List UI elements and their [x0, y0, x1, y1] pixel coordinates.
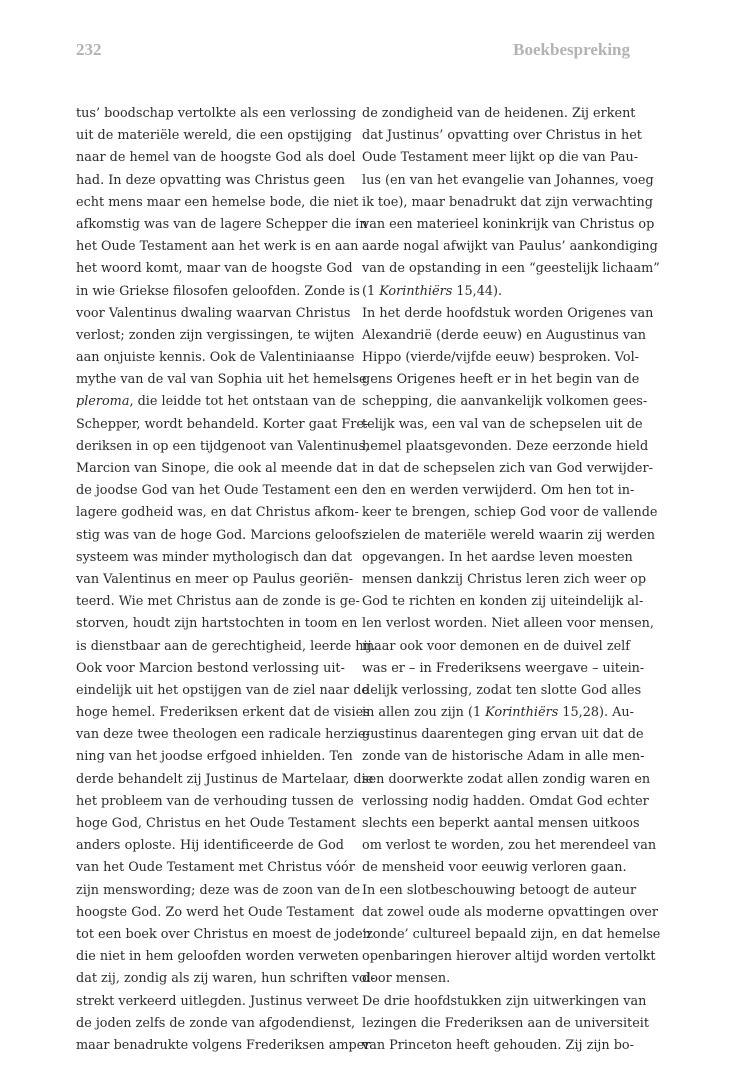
text-segment: de mensheid voor eeuwig verloren gaan. [362, 860, 627, 876]
text-segment: in dat de schepselen zich van God verwijder- [362, 461, 653, 476]
text-segment: anders oploste. Hij identificeerde de God [76, 838, 344, 854]
text-line [362, 525, 656, 547]
text-segment: hemel plaatsgevonden. Deze eerzonde hield [362, 438, 649, 454]
text-segment: dat Justinus’ opvatting over Christus in het [362, 128, 642, 144]
text-line [76, 502, 359, 524]
text-segment: de joden zelfs de zonde van afgodendienst, [76, 1015, 356, 1031]
text-segment: In een slotbeschouwing betoogt de auteur [362, 882, 637, 898]
text-line [362, 1013, 649, 1035]
text-line [362, 680, 642, 702]
text-line [76, 369, 367, 391]
text-line [362, 702, 634, 724]
text-line [76, 1013, 356, 1035]
text-segment: derde behandelt zij Justinus de Martelaar, die [76, 771, 374, 787]
text-segment: storven, houdt zijn hartstochten in toom en [76, 616, 358, 632]
text-line [362, 636, 630, 658]
text-line [76, 436, 370, 458]
text-segment: de joodse God van het Oude Testament een [76, 483, 358, 499]
text-line [76, 880, 361, 902]
text-line [362, 813, 640, 835]
text-line [362, 214, 655, 236]
text-segment: echt mens maar een hemelse bode, die niet [76, 194, 359, 210]
text-segment: hoge hemel. Frederiksen erkent dat de visies [76, 705, 370, 721]
text-line [76, 946, 359, 968]
text-segment: van Valentinus en meer op Paulus georiën- [76, 571, 354, 587]
text-line [362, 258, 660, 280]
page-number: 232 [76, 40, 102, 59]
text-segment: voor Valentinus dwaling waarvan Christus [76, 305, 351, 321]
text-segment: len verlost worden. Niet alleen voor mensen, [362, 616, 654, 632]
text-segment: de zondigheid van de heidenen. Zij erkent [362, 106, 636, 121]
text-segment: zonde van de historische Adam in alle men- [362, 749, 645, 765]
text-line [362, 791, 649, 813]
text-segment: in wie Griekse filosofen geloofden. Zonde is [76, 283, 360, 299]
text-segment: strekt verkeerd uitlegden. Justinus verweet [76, 993, 359, 1009]
text-line [76, 1035, 371, 1057]
text-line [362, 236, 658, 258]
text-line [362, 769, 651, 791]
text-line [76, 214, 368, 236]
text-segment: was er – in Frederiksens weergave – uitein- [362, 660, 645, 676]
text-segment: om verlost te worden, zou het merendeel van [362, 838, 657, 854]
text-line [76, 170, 344, 192]
text-segment: Oude Testament meer lijkt op die van Pau- [362, 150, 639, 166]
text-segment: keer te brengen, schiep God voor de vallende [362, 505, 658, 521]
text-line [362, 968, 630, 990]
text-line [362, 991, 647, 1013]
text-segment: maar ook voor demonen en de duivel zelf [362, 638, 630, 654]
running-header [76, 40, 630, 62]
text-segment: telijk was, een val van de schepselen uit de [362, 416, 643, 432]
text-line [362, 147, 639, 169]
text-segment: aan onjuiste kennis. Ook de Valentiniaanse [76, 350, 355, 366]
text-segment: is dienstbaar aan de gerechtigheid, leerde hij. [76, 638, 376, 654]
text-segment: mythe van de val van Sophia uit het hemelse [76, 372, 367, 388]
text-line [76, 658, 344, 680]
text-line [76, 968, 376, 990]
text-segment: ‘zonde’ cultureel bepaald zijn, en dat hemelse [362, 926, 661, 942]
text-segment: Hippo (vierde/vijfde eeuw) besproken. Vol- [362, 350, 639, 366]
text-line [76, 391, 356, 413]
text-segment: Alexandrië (derde eeuw) en Augustinus van [362, 327, 646, 343]
left-text-column [76, 103, 376, 1057]
text-segment: verlossing nodig hadden. Omdat God echter [362, 793, 649, 809]
text-segment: naar de hemel van de hoogste God als doel [76, 150, 356, 166]
text-line [76, 636, 376, 658]
text-line [362, 281, 630, 303]
text-segment: Schepper, wordt behandeld. Korter gaat Fre- [76, 416, 369, 432]
text-line [76, 236, 359, 258]
text-segment: schepping, die aanvankelijk volkomen gees- [362, 394, 648, 410]
text-line [362, 103, 636, 125]
text-segment: slechts een beperkt aantal mensen uitkoos [362, 816, 640, 831]
text-segment: het woord komt, maar van de hoogste God [76, 261, 353, 277]
text-segment: Ook voor Marcion bestond verlossing uit- [76, 660, 345, 676]
text-line [362, 303, 654, 325]
text-segment: deriksen in op een tijdgenoot van Valentinus, [76, 438, 370, 454]
text-segment: ning van het joodse erfgoed inhielden. Ten [76, 749, 353, 765]
text-line [362, 902, 658, 924]
text-line [362, 502, 658, 524]
text-segment: dat zij, zondig als zij waren, hun schriften vol- [76, 971, 376, 987]
text-line [362, 857, 630, 879]
text-line [76, 414, 369, 436]
text-line [76, 857, 355, 879]
text-line [76, 791, 354, 813]
italic-term: Korinthiërs [485, 705, 559, 721]
text-line [76, 125, 352, 147]
text-line [362, 613, 654, 635]
text-segment: 15,44). [452, 283, 503, 299]
text-line [362, 480, 635, 502]
text-line [76, 835, 344, 857]
text-segment: tus’ boodschap vertolkte als een verlossing [76, 106, 357, 121]
text-segment: lus (en van het evangelie van Johannes, voeg [362, 172, 654, 188]
text-segment: van de opstanding in een “geestelijk lichaam” [362, 261, 660, 277]
running-title: Boekbespreking [513, 40, 630, 59]
text-segment: stig was van de hoge God. Marcions geloofs- [76, 527, 366, 543]
text-line [76, 769, 374, 791]
text-line [76, 192, 359, 214]
text-line [76, 480, 358, 502]
text-segment: Marcion van Sinope, die ook al meende dat [76, 461, 358, 476]
text-line [76, 591, 360, 613]
text-line [362, 125, 642, 147]
text-line [76, 103, 357, 125]
text-segment: lezingen die Frederiksen aan de universiteit [362, 1015, 649, 1031]
text-segment: teerd. Wie met Christus aan de zonde is ge- [76, 594, 360, 610]
text-segment: den en werden verwijderd. Om hen tot in- [362, 483, 635, 499]
text-line [362, 547, 633, 569]
text-segment: tot een boek over Christus en moest de joden [76, 926, 371, 942]
text-segment: het probleem van de verhouding tussen de [76, 793, 354, 809]
text-segment: aarde nogal afwijkt van Paulus’ aankondiging [362, 239, 658, 255]
text-line [76, 569, 354, 591]
text-line [76, 547, 353, 569]
italic-term: pleroma [76, 394, 130, 410]
text-segment: eindelijk uit het opstijgen van de ziel naar de [76, 682, 369, 698]
text-line [76, 303, 351, 325]
text-line [76, 458, 358, 480]
text-segment: uit de materiële wereld, die een opstijging [76, 128, 352, 144]
text-segment: De drie hoofdstukken zijn uitwerkingen van [362, 993, 647, 1009]
text-line [362, 746, 645, 768]
text-line [76, 991, 359, 1013]
text-segment: had. In deze opvatting was Christus geen [76, 172, 345, 188]
text-line [362, 436, 649, 458]
text-line [362, 724, 644, 746]
text-line [362, 347, 639, 369]
text-line [362, 569, 647, 591]
italic-term: Korinthiërs [379, 283, 453, 299]
text-segment: van het Oude Testament met Christus vóór [76, 860, 355, 876]
text-line [76, 525, 366, 547]
text-line [362, 414, 643, 436]
text-segment: opgevangen. In het aardse leven moesten [362, 549, 633, 565]
text-segment: zielen de materiële wereld waarin zij werden [362, 527, 656, 543]
text-line [362, 1035, 634, 1057]
text-segment: van deze twee theologen een radicale herzie- [76, 727, 370, 743]
text-line [76, 147, 356, 169]
text-segment: gustinus daarentegen ging ervan uit dat de [362, 727, 644, 743]
text-line [76, 746, 353, 768]
text-line [362, 325, 646, 347]
text-line [362, 924, 661, 946]
text-segment: zijn menswording; deze was de zoon van de [76, 882, 361, 898]
text-line [362, 192, 653, 214]
text-segment: gens Origenes heeft er in het begin van de [362, 372, 640, 388]
text-segment: door mensen. [362, 971, 451, 987]
text-line [76, 258, 353, 280]
text-segment: , die leidde tot het ontstaan van de [129, 394, 356, 410]
text-segment: openbaringen hierover altijd worden vertolkt [362, 949, 656, 965]
text-segment: mensen dankzij Christus leren zich weer op [362, 571, 647, 587]
text-segment: sen doorwerkte zodat allen zondig waren en [362, 771, 651, 787]
right-text-column [362, 103, 661, 1057]
text-segment: van een materieel koninkrijk van Christus op [362, 216, 655, 232]
text-segment: hoogste God. Zo werd het Oude Testament [76, 904, 355, 920]
text-line [76, 281, 360, 303]
text-segment: verlost; zonden zijn vergissingen, te wijten [76, 327, 355, 343]
text-line [76, 924, 371, 946]
text-line [76, 813, 356, 835]
text-segment: die niet in hem geloofden worden verweten [76, 949, 359, 965]
text-segment: van Princeton heeft gehouden. Zij zijn bo- [362, 1037, 634, 1053]
text-line [76, 347, 355, 369]
text-line [76, 325, 355, 347]
text-segment: ik toe), maar benadrukt dat zijn verwachting [362, 194, 653, 210]
text-line [76, 902, 355, 924]
text-line [362, 835, 657, 857]
text-segment: (1 [362, 283, 380, 299]
text-line [76, 702, 370, 724]
text-line [362, 170, 654, 192]
text-line [362, 658, 645, 680]
text-segment: 15,28). Au- [558, 705, 634, 721]
text-segment: hoge God, Christus en het Oude Testament [76, 816, 356, 831]
text-line [362, 458, 653, 480]
text-line [76, 680, 369, 702]
text-segment: dat zowel oude als moderne opvattingen over [362, 904, 658, 920]
text-line [362, 369, 640, 391]
text-line [362, 391, 648, 413]
text-segment: maar benadrukte volgens Frederiksen amper [76, 1037, 371, 1053]
text-segment: delijk verlossing, zodat ten slotte God alles [362, 682, 642, 698]
text-line [362, 880, 637, 902]
text-segment: in allen zou zijn (1 [362, 705, 486, 721]
text-segment: God te richten en konden zij uiteindelijk al- [362, 594, 644, 610]
text-line [76, 724, 370, 746]
text-line [362, 946, 656, 968]
text-segment: systeem was minder mythologisch dan dat [76, 549, 353, 565]
text-segment: lagere godheid was, en dat Christus afkom- [76, 505, 359, 521]
text-line [362, 591, 644, 613]
text-segment: het Oude Testament aan het werk is en aan [76, 239, 359, 255]
text-segment: afkomstig was van de lagere Schepper die in [76, 216, 368, 232]
text-line [76, 613, 358, 635]
text-segment: In het derde hoofdstuk worden Origenes van [362, 305, 654, 321]
